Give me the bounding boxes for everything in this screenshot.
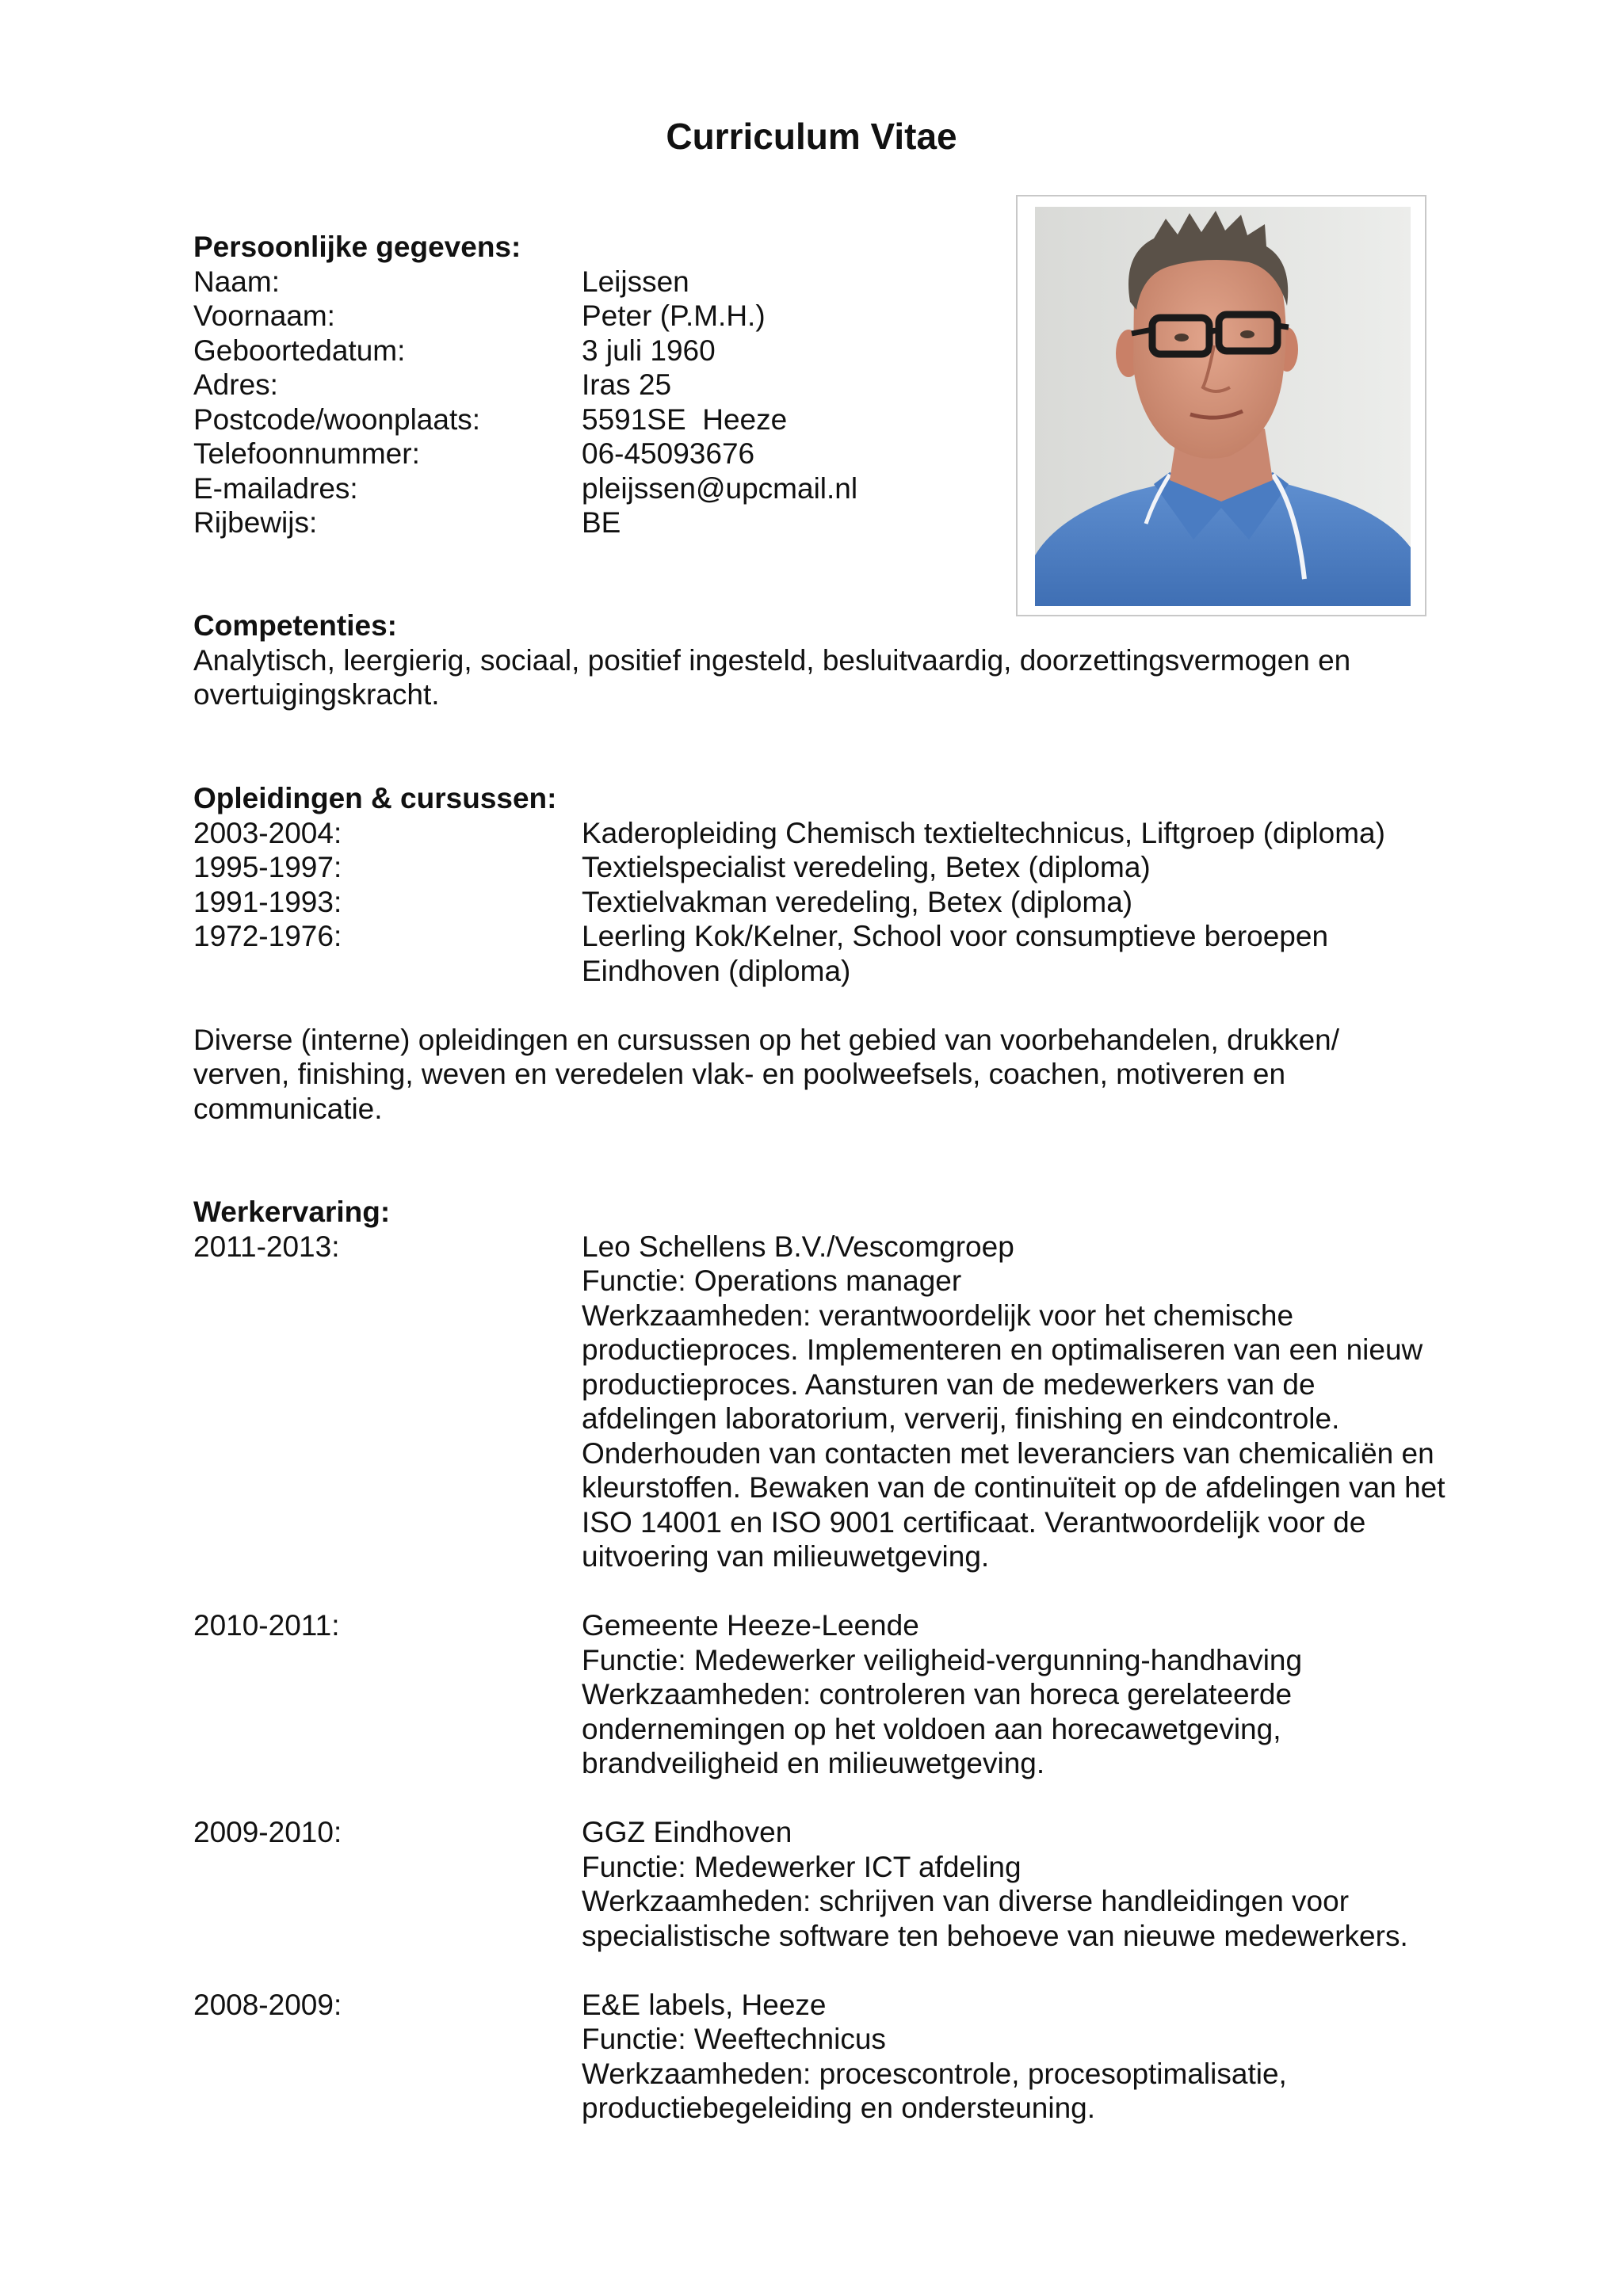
personal-label: Naam:	[193, 265, 280, 298]
education-note: Diverse (interne) opleidingen en cursussen op het gebied van voorbehandelen, drukken/ verven, finishing, weven en veredelen vlak- en poolweefsels, coachen, motiveren en communicatie.	[193, 1023, 1339, 1125]
job-details	[582, 1230, 1445, 1574]
job-employer: Gemeente Heeze-Leende	[582, 1609, 919, 1642]
personal-value: 06-45093676	[582, 437, 755, 470]
personal-label: Adres:	[193, 368, 278, 401]
education-row	[193, 885, 1445, 920]
education-value: Textielvakman veredeling, Betex (diploma)	[582, 885, 1133, 918]
personal-row	[193, 334, 857, 368]
job-period: 2011-2013:	[193, 1230, 340, 1263]
job-function: Functie: Medewerker ICT afdeling	[582, 1850, 1022, 1883]
personal-row	[193, 368, 857, 402]
competencies-text: Analytisch, leergierig, sociaal, positief ingesteld, besluitvaardig, doorzettingsvermogen en overtuigingskracht.	[193, 643, 1351, 711]
job-employer: E&E labels, Heeze	[582, 1988, 827, 2021]
job-tasks: Werkzaamheden: verantwoordelijk voor het chemische productieproces. Implementeren en optimaliseren van een nieuw productieproces. Aansturen van de medewerkers van de afdelingen laboratorium, ververij, finishing en eindcontrole. Onderhouden van contacten met leveranciers van chemicaliën en kleurstoffen. Bewaken van de continuïteit op de afdelingen van het ISO 14001 en ISO 9001 certificaat. Verantwoordelijk voor de uitvoering van milieuwetgeving.	[582, 1299, 1445, 1573]
job-period: 2009-2010:	[193, 1816, 342, 1848]
education-value: Kaderopleiding Chemisch textieltechnicus, Liftgroep (diploma)	[582, 816, 1385, 849]
experience-section	[193, 1195, 1445, 2126]
competencies-section	[193, 608, 1430, 712]
job-function: Functie: Weeftechnicus	[582, 2023, 886, 2055]
personal-label: Geboortedatum:	[193, 334, 406, 367]
job-entry	[193, 1230, 1445, 1574]
personal-label: Telefoonnummer:	[193, 437, 420, 470]
education-period: 2003-2004:	[193, 816, 342, 849]
personal-row	[193, 299, 857, 334]
job-employer: Leo Schellens B.V./Vescomgroep	[582, 1230, 1014, 1263]
job-tasks: Werkzaamheden: procescontrole, procesoptimalisatie, productiebegeleiding en ondersteuning.	[582, 2057, 1287, 2124]
job-tasks: Werkzaamheden: schrijven van diverse handleidingen voor specialistische software ten behoeve van nieuwe medewerkers.	[582, 1885, 1408, 1952]
personal-row	[193, 402, 857, 437]
personal-row	[193, 505, 857, 540]
job-period: 2008-2009:	[193, 1988, 342, 2021]
job-function: Functie: Medewerker veiligheid-vergunning-handhaving	[582, 1643, 1303, 1676]
education-row	[193, 850, 1445, 885]
personal-value: BE	[582, 506, 621, 539]
personal-row	[193, 471, 857, 506]
page-title: Curriculum Vitae	[666, 116, 957, 157]
education-row	[193, 919, 1445, 988]
personal-label: Voornaam:	[193, 299, 335, 332]
portrait-photo	[1035, 207, 1411, 606]
job-tasks: Werkzaamheden: controleren van horeca gerelateerde ondernemingen op het voldoen aan horecawetgeving, brandveiligheid en milieuwetgeving.	[582, 1678, 1293, 1779]
personal-value: 5591SE Heeze	[582, 402, 788, 436]
personal-value: Iras 25	[582, 368, 672, 401]
education-section	[193, 781, 1445, 1126]
personal-value: Leijssen	[582, 265, 689, 298]
personal-row	[193, 437, 857, 471]
education-heading: Opleidingen & cursussen:	[193, 782, 557, 814]
personal-value: 3 juli 1960	[582, 334, 716, 367]
personal-section	[193, 230, 857, 540]
portrait-frame	[1016, 195, 1426, 616]
experience-heading: Werkervaring:	[193, 1196, 391, 1228]
email-value: pleijssen@upcmail.nl	[582, 471, 858, 505]
competencies-heading: Competenties:	[193, 609, 397, 642]
job-period: 2010-2011:	[193, 1609, 340, 1642]
job-details	[582, 1988, 1445, 2126]
job-entry	[193, 1815, 1445, 1953]
personal-heading: Persoonlijke gegevens:	[193, 231, 521, 263]
education-value: Textielspecialist veredeling, Betex (diploma)	[582, 851, 1151, 883]
job-entry	[193, 1988, 1445, 2126]
job-function: Functie: Operations manager	[582, 1264, 962, 1297]
education-period: 1995-1997:	[193, 851, 342, 883]
personal-label: Rijbewijs:	[193, 506, 318, 539]
education-period: 1991-1993:	[193, 885, 342, 918]
personal-label: E-mailadres:	[193, 471, 358, 505]
education-period: 1972-1976:	[193, 920, 342, 952]
job-details	[582, 1815, 1445, 1953]
job-employer: GGZ Eindhoven	[582, 1816, 792, 1848]
job-entry	[193, 1608, 1445, 1781]
education-row	[193, 816, 1445, 851]
education-value: Leerling Kok/Kelner, School voor consumptieve beroepen Eindhoven (diploma)	[582, 920, 1329, 987]
personal-row	[193, 265, 857, 299]
job-details	[582, 1608, 1445, 1781]
personal-label: Postcode/woonplaats:	[193, 402, 481, 436]
personal-value: Peter (P.M.H.)	[582, 299, 766, 332]
